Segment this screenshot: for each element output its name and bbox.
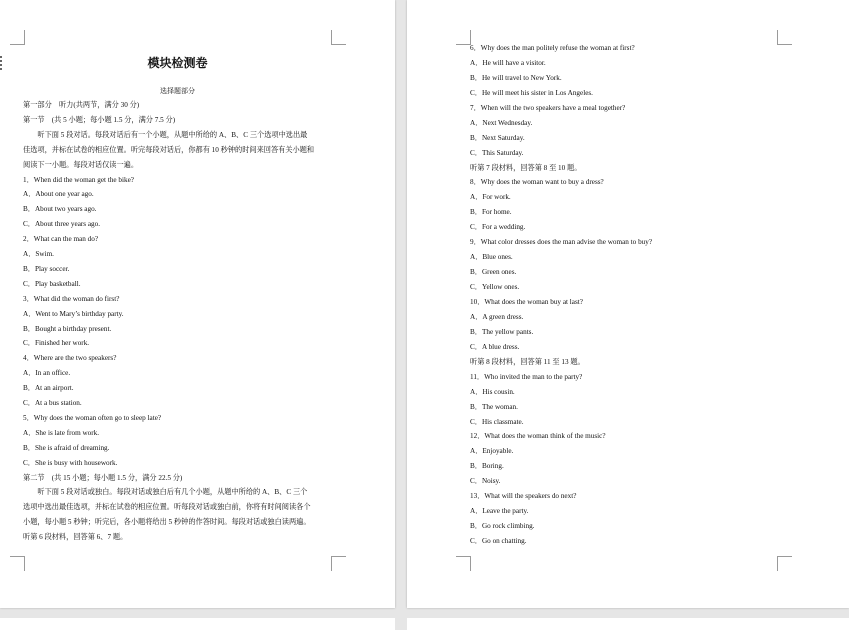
text-line: C．Go on chatting. <box>470 537 527 546</box>
text-line: A．His cousin. <box>470 387 515 396</box>
text-line: B．For home. <box>470 208 512 217</box>
text-line: B．At an airport. <box>23 384 74 393</box>
text-line: B．Play soccer. <box>23 264 70 273</box>
text-line: C．About three years ago. <box>23 220 101 229</box>
text-line: 听第 6 段材料，回答第 6、7 题。 <box>23 533 128 542</box>
crop-mark-top-left <box>10 30 25 45</box>
text-line: A．Went to Mary’s birthday party. <box>23 309 124 318</box>
text-line: 12．What does the woman think of the music? <box>470 432 606 441</box>
text-line: 阅读下一小题。每段对话仅读一遍。 <box>23 160 139 169</box>
text-line: 听第 8 段材料，回答第 11 至 13 题。 <box>470 357 585 366</box>
text-line: 听下面 5 段对话。每段对话后有一个小题，从题中所给的 A、B、C 三个选项中选出最 <box>23 130 308 139</box>
text-line: 3．What did the woman do first? <box>23 294 120 303</box>
document-page-2 <box>407 0 849 608</box>
next-page-edge-left <box>0 618 395 630</box>
text-line: 第一部分 听力(共两节，满分 30 分) <box>23 101 140 109</box>
text-line: B．Boring. <box>470 462 504 471</box>
text-line: C．At a bus station. <box>23 399 82 407</box>
crop-mark-bottom-right <box>777 556 792 571</box>
text-line: A．Leave the party. <box>470 507 529 516</box>
text-line: B．Bought a birthday present. <box>23 324 112 333</box>
text-line: 6．Why does the man politely refuse the woman at first? <box>470 44 635 52</box>
next-page-edge-right <box>407 618 849 630</box>
text-line: C．Noisy. <box>470 477 501 486</box>
text-line: 8．Why does the woman want to buy a dress? <box>470 178 604 187</box>
text-line: 4．Where are the two speakers? <box>23 354 117 363</box>
text-line: 第一节 (共 5 小题；每小题 1.5 分，满分 7.5 分) <box>23 115 176 124</box>
crop-mark-top-right <box>331 30 346 45</box>
text-line: C．She is busy with housework. <box>23 458 118 467</box>
text-line: 13．What will the speakers do next? <box>470 492 577 501</box>
text-line: A．About one year ago. <box>23 190 94 199</box>
text-line: A．Next Wednesday. <box>470 118 533 127</box>
text-line: 10．What does the woman buy at last? <box>470 297 583 306</box>
text-line: 1．When did the woman get the bike? <box>23 175 134 184</box>
crop-mark-bottom-left <box>456 556 471 571</box>
text-line: A．Blue ones. <box>470 253 513 262</box>
text-line: C．Play basketball. <box>23 279 81 288</box>
text-line: 2．What can the man do? <box>23 235 99 244</box>
text-line: C．Finished her work. <box>23 339 90 348</box>
text-line: 11．Who invited the man to the party? <box>470 372 583 381</box>
text-line: A．In an office. <box>23 369 71 378</box>
text-line: 第二节 (共 15 小题；每小题 1.5 分，满分 22.5 分) <box>23 473 183 482</box>
text-line: B．Next Saturday. <box>470 133 525 142</box>
text-line: 听第 7 段材料，回答第 8 至 10 题。 <box>470 163 582 172</box>
crop-mark-top-left <box>456 30 471 45</box>
page-title: 模块检测卷 <box>147 56 208 70</box>
section-subtitle: 选择题部分 <box>160 87 195 95</box>
document-page-1 <box>0 0 395 608</box>
crop-mark-bottom-right <box>331 556 346 571</box>
text-line: B．Green ones. <box>470 268 517 277</box>
text-line: C．He will meet his sister in Los Angeles. <box>470 88 593 97</box>
text-line: A．Enjoyable. <box>470 447 514 456</box>
text-line: B．She is afraid of dreaming. <box>23 443 110 452</box>
text-line: C．A blue dress. <box>470 342 520 351</box>
text-line: 佳选项，并标在试卷的相应位置。听完每段对话后，你都有 10 秒钟的时间来回答有关小题和 <box>23 145 315 154</box>
text-line: C．For a wedding. <box>470 223 526 232</box>
text-line: B．About two years ago. <box>23 205 97 214</box>
text-line: 9．What color dresses does the man advise the woman to buy? <box>470 238 653 247</box>
text-line: A．She is late from work. <box>23 428 100 437</box>
text-line: C．This Saturday. <box>470 148 524 157</box>
text-line: B．Go rock climbing. <box>470 522 535 531</box>
text-line: B．The woman. <box>470 402 518 411</box>
text-line: 7．When will the two speakers have a meal together? <box>470 103 626 112</box>
text-line: 小题，每小题 5 秒钟；听完后，各小题将给出 5 秒钟的作答时间。每段对话或独白读两遍。 <box>23 518 311 527</box>
text-line: 5．Why does the woman often go to sleep late? <box>23 413 162 422</box>
text-line: A．Swim. <box>23 250 54 258</box>
text-line: A．For work. <box>470 193 511 202</box>
text-line: C．Yellow ones. <box>470 283 520 292</box>
text-line: B．The yellow pants. <box>470 327 534 336</box>
text-line: 选项中选出最佳选项，并标在试卷的相应位置。听每段对话或独白前，你将有时间阅读各个 <box>23 503 311 512</box>
crop-mark-top-right <box>777 30 792 45</box>
text-line: B．He will travel to New York. <box>470 73 562 82</box>
text-line: A．He will have a visitor. <box>470 58 546 67</box>
crop-mark-bottom-left <box>10 556 25 571</box>
text-line: C．His classmate. <box>470 417 524 426</box>
text-line: 听下面 5 段对话或独白。每段对话或独白后有几个小题，从题中所给的 A、B、C 三个 <box>23 488 308 497</box>
text-line: A．A green dress. <box>470 312 524 321</box>
